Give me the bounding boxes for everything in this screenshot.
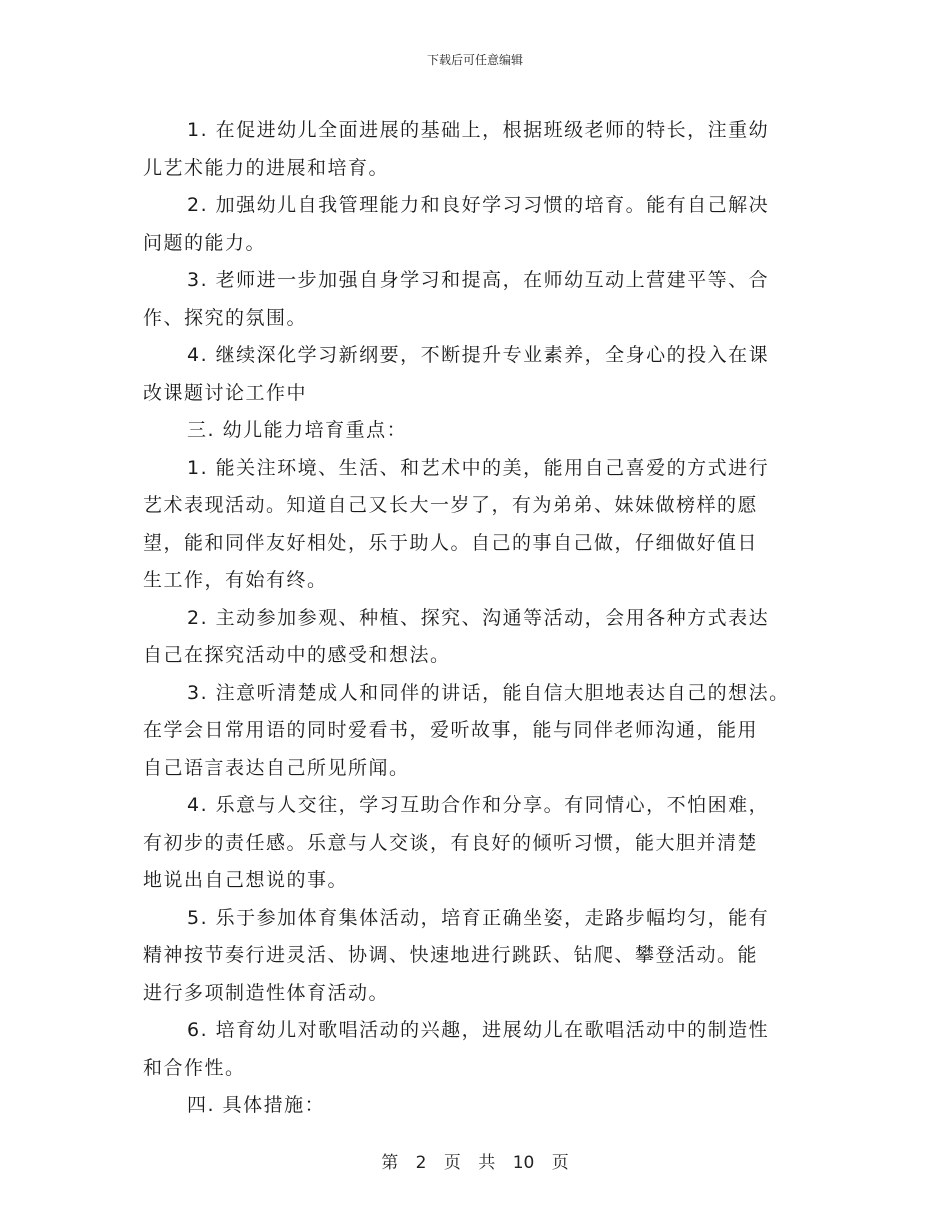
paragraph — [143, 112, 823, 187]
page-number-footer — [0, 1152, 950, 1174]
text-line: 自己语言表达自己所见所闻。 — [143, 756, 410, 779]
text-line: 自己在探究活动中的感受和想法。 — [143, 644, 451, 666]
text-line: 作、探究的氛围。 — [143, 306, 308, 329]
footer-total-word: 共 — [478, 1153, 496, 1173]
text-line: 生工作，有始有终。 — [143, 569, 328, 591]
text-line: 4. 乐意与人交往，学习互助合作和分享。有同情心，不怕困难， — [187, 794, 770, 816]
paragraph — [143, 337, 823, 412]
text-line: 艺术表现活动。知道自己又长大一岁了，有为弟弟、妹妹做榜样的愿 — [143, 494, 759, 516]
paragraph — [143, 450, 823, 600]
footer-suffix: 页 — [551, 1153, 569, 1173]
text-line: 改课题讨论工作中 — [143, 381, 308, 404]
paragraph — [143, 675, 823, 788]
text-line: 2. 加强幼儿自我管理能力和良好学习习惯的培育。能有自己解决 — [187, 194, 770, 216]
text-line: 1. 能关注环境、生活、和艺术中的美，能用自己喜爱的方式进行 — [187, 456, 770, 479]
text-line: 4. 继续深化学习新纲要，不断提升专业素养，全身心的投入在课 — [187, 344, 770, 366]
text-line: 精神按节奏行进灵活、协调、快速地进行跳跃、钻爬、攀登活动。能 — [143, 944, 759, 966]
text-line: 四. 具体措施： — [187, 1094, 326, 1116]
paragraph — [143, 900, 823, 1013]
text-line: 在学会日常用语的同时爱看书，爱听故事，能与同伴老师沟通，能用 — [143, 719, 759, 741]
text-line: 儿艺术能力的进展和培育。 — [143, 156, 390, 179]
current-page-number: 2 — [415, 1153, 427, 1173]
text-line: 有初步的责任感。乐意与人交谈，有良好的倾听习惯，能大胆并清楚 — [143, 831, 759, 854]
text-line: 6. 培育幼儿对歌唱活动的兴趣，进展幼儿在歌唱活动中的制造性 — [187, 1019, 770, 1041]
text-line: 望，能和同伴友好相处，乐于助人。自己的事自己做，仔细做好值日 — [143, 531, 759, 554]
footer-prefix: 第 — [381, 1153, 399, 1173]
section-heading — [143, 412, 823, 450]
text-line: 1. 在促进幼儿全面进展的基础上，根据班级老师的特长，注重幼 — [187, 119, 770, 141]
page-header-note: 下载后可任意编辑 — [426, 53, 523, 67]
paragraph — [143, 600, 823, 675]
text-line: 进行多项制造性体育活动。 — [143, 981, 390, 1004]
total-page-count: 10 — [512, 1153, 535, 1173]
text-line: 3. 注意听清楚成人和同伴的讲话，能自信大胆地表达自己的想法。 — [187, 681, 790, 704]
text-line: 和合作性。 — [143, 1056, 246, 1079]
paragraph — [143, 1012, 823, 1087]
text-line: 问题的能力。 — [143, 231, 267, 254]
section-heading — [143, 1087, 823, 1125]
footer-page-word: 页 — [443, 1153, 461, 1173]
document-body — [143, 112, 823, 1125]
text-line: 三. 幼儿能力培育重点： — [187, 419, 408, 441]
text-line: 3. 老师进一步加强自身学习和提高，在师幼互动上营建平等、合 — [187, 269, 770, 291]
paragraph — [143, 187, 823, 262]
text-line: 2. 主动参加参观、种植、探究、沟通等活动，会用各种方式表达 — [187, 606, 770, 629]
paragraph — [143, 787, 823, 900]
text-line: 5. 乐于参加体育集体活动，培育正确坐姿，走路步幅均匀，能有 — [187, 906, 770, 929]
paragraph — [143, 262, 823, 337]
text-line: 地说出自己想说的事。 — [143, 869, 349, 891]
